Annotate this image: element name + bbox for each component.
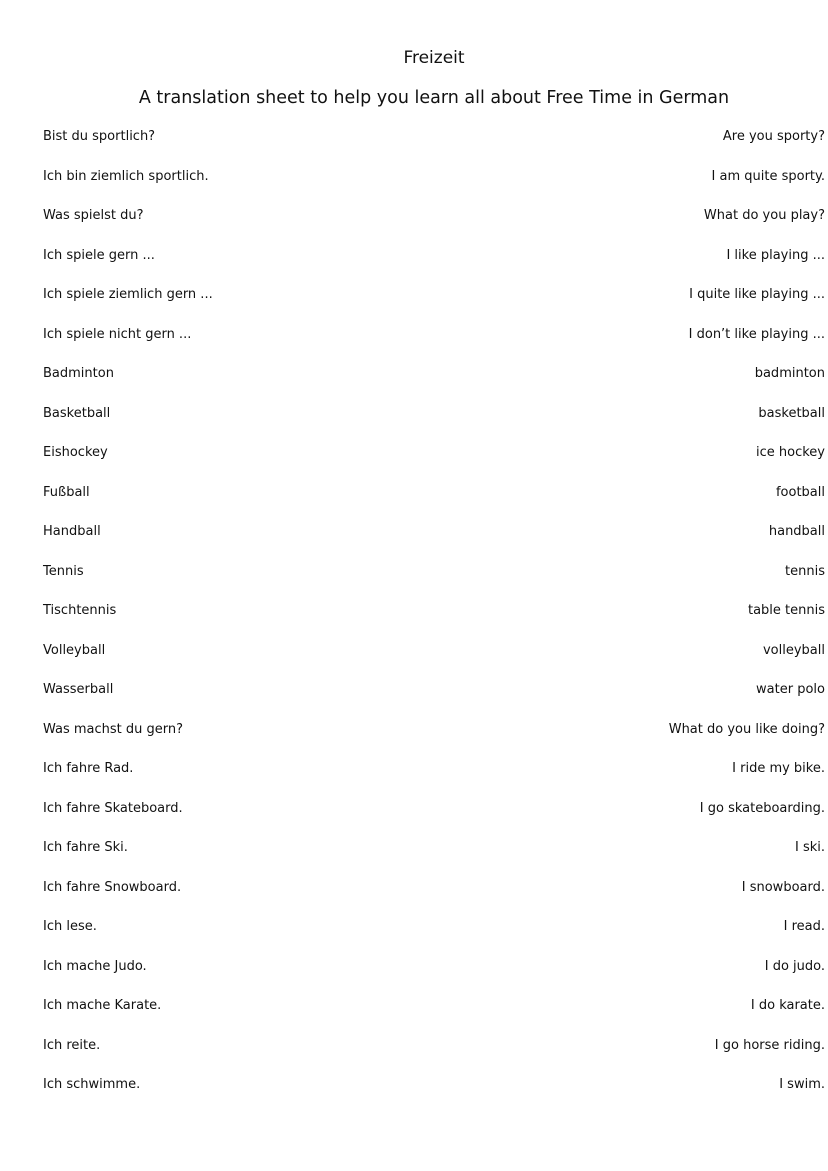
german-phrase: Ich fahre Ski. [43, 840, 128, 855]
phrase-row [43, 720, 825, 760]
english-translation: water polo [756, 682, 825, 697]
phrase-row [43, 957, 825, 997]
english-translation: handball [768, 524, 825, 539]
english-translation: I ride my bike. [732, 761, 825, 776]
german-phrase: Handball [43, 524, 101, 539]
phrase-row [43, 917, 825, 957]
phrase-row [43, 364, 825, 404]
english-translation: badminton [754, 366, 825, 381]
page-subtitle: A translation sheet to help you learn all about Free Time in German [138, 88, 730, 108]
phrase-row [43, 443, 825, 483]
german-phrase: Basketball [43, 405, 111, 421]
english-translation: What do you like doing? [668, 721, 825, 737]
phrase-row [43, 206, 825, 246]
phrase-row [43, 285, 825, 325]
english-translation: I don’t like playing ... [688, 326, 825, 342]
english-translation: ice hockey [756, 445, 825, 460]
phrase-row [43, 601, 825, 641]
german-phrase: Ich spiele ziemlich gern ... [43, 287, 213, 302]
english-translation: I am quite sporty. [711, 168, 825, 184]
german-phrase: Tischtennis [43, 603, 117, 618]
german-phrase: Ich mache Karate. [43, 998, 162, 1013]
german-phrase: Ich fahre Rad. [43, 761, 134, 776]
phrase-row [43, 483, 825, 523]
english-translation: What do you play? [703, 208, 825, 223]
phrase-row [43, 680, 825, 720]
english-translation: table tennis [747, 603, 825, 618]
german-phrase: Badminton [43, 366, 114, 381]
german-phrase: Ich mache Judo. [43, 958, 147, 974]
english-translation: basketball [758, 405, 825, 421]
english-translation: Are you sporty? [722, 129, 825, 144]
phrase-row [43, 878, 825, 918]
phrase-row [43, 996, 825, 1036]
german-phrase: Tennis [43, 563, 84, 579]
german-phrase: Eishockey [43, 445, 108, 460]
german-phrase: Ich schwimme. [43, 1077, 141, 1092]
phrase-row [43, 799, 825, 839]
phrase-row [43, 759, 825, 799]
english-translation: I ski. [794, 840, 825, 855]
phrase-row [43, 1036, 825, 1076]
english-translation: I swim. [779, 1077, 825, 1092]
english-translation: I do karate. [750, 998, 825, 1013]
german-phrase: Ich fahre Skateboard. [43, 800, 183, 816]
phrase-row [43, 167, 825, 207]
english-translation: football [775, 484, 825, 500]
phrase-row [43, 641, 825, 681]
phrase-row [43, 562, 825, 602]
english-translation: I snowboard. [741, 879, 825, 895]
german-phrase: Fußball [43, 484, 90, 500]
phrase-row [43, 404, 825, 444]
phrase-row [43, 522, 825, 562]
german-phrase: Ich lese. [43, 919, 97, 934]
phrase-row [43, 1075, 825, 1115]
german-phrase: Ich fahre Snowboard. [43, 879, 182, 895]
german-phrase: Volleyball [43, 642, 106, 658]
english-translation: volleyball [762, 642, 825, 658]
page-title: Freizeit [403, 48, 465, 68]
german-phrase: Ich spiele nicht gern ... [43, 326, 192, 342]
german-phrase: Bist du sportlich? [43, 129, 156, 144]
phrase-row [43, 127, 825, 167]
german-phrase: Was machst du gern? [43, 721, 184, 737]
german-phrase: Ich reite. [43, 1037, 101, 1053]
phrase-row [43, 838, 825, 878]
german-phrase: Wasserball [43, 682, 114, 697]
english-translation: I go skateboarding. [699, 800, 825, 816]
english-translation: tennis [785, 563, 825, 579]
english-translation: I like playing ... [726, 247, 825, 263]
phrase-list [43, 127, 825, 1115]
english-translation: I quite like playing ... [689, 287, 825, 302]
phrase-row [43, 246, 825, 286]
german-phrase: Ich bin ziemlich sportlich. [43, 168, 209, 184]
english-translation: I read. [783, 919, 825, 934]
german-phrase: Was spielst du? [43, 208, 144, 223]
english-translation: I do judo. [764, 958, 825, 974]
phrase-row [43, 325, 825, 365]
german-phrase: Ich spiele gern ... [43, 247, 155, 263]
english-translation: I go horse riding. [714, 1037, 825, 1053]
